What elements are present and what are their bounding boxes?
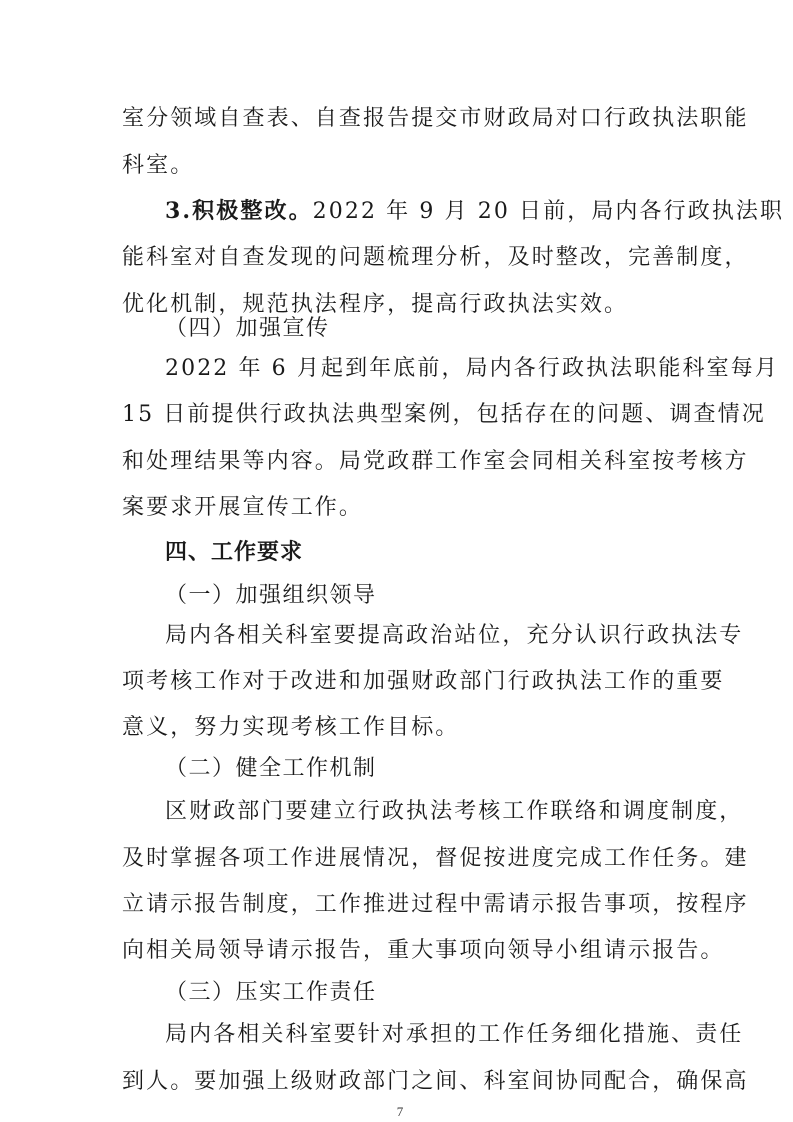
subheading-organization: （一）加强组织领导 — [165, 583, 377, 608]
body-text-line: 优化机制，规范执法程序，提高行政执法实效。 — [122, 292, 629, 317]
body-text-line: 2022 年 6 月起到年底前，局内各行政执法职能科室每月 — [165, 356, 779, 381]
subheading-responsibility: （三）压实工作责任 — [165, 980, 377, 1005]
item-3-text: 2022 年 9 月 20 日前，局内各行政执法职 — [312, 199, 785, 224]
body-text-line: 和处理结果等内容。局党政群工作室会同相关科室按考核方 — [122, 449, 749, 474]
section-heading-work-requirements: 四、工作要求 — [165, 540, 304, 565]
body-text-line: 科室。 — [122, 153, 195, 178]
body-text-line: 区财政部门要建立行政执法考核工作联络和调度制度， — [165, 799, 744, 824]
subheading-mechanism: （二）健全工作机制 — [165, 756, 377, 781]
item-3-line — [165, 198, 785, 225]
page-number: 7 — [396, 1104, 404, 1119]
body-text-line: 立请示报告制度，工作推进过程中需请示报告事项，按程序 — [122, 892, 749, 917]
body-text-line: 意义，努力实现考核工作目标。 — [122, 715, 460, 740]
body-text-line: 15 日前提供行政执法典型案例，包括存在的问题、调查情况 — [122, 402, 766, 427]
body-text-line: 向相关局领导请示报告，重大事项向领导小组请示报告。 — [122, 938, 725, 963]
body-text-line: 项考核工作对于改进和加强财政部门行政执法工作的重要 — [122, 669, 725, 694]
body-text-line: 局内各相关科室要针对承担的工作任务细化措施、责任 — [165, 1022, 744, 1047]
body-text-line: 案要求开展宣传工作。 — [122, 495, 364, 520]
subheading-publicity: （四）加强宣传 — [165, 316, 330, 341]
body-text-line: 室分领域自查表、自查报告提交市财政局对口行政执法职能 — [122, 106, 749, 131]
body-text-line: 局内各相关科室要提高政治站位，充分认识行政执法专 — [165, 623, 744, 648]
body-text-line: 及时掌握各项工作进展情况，督促按进度完成工作任务。建 — [122, 846, 749, 871]
item-3-label: 3.积极整改。 — [165, 198, 313, 224]
body-text-line: 到人。要加强上级财政部门之间、科室间协同配合，确保高 — [122, 1069, 749, 1094]
body-text-line: 能科室对自查发现的问题梳理分析，及时整改，完善制度， — [122, 245, 749, 270]
